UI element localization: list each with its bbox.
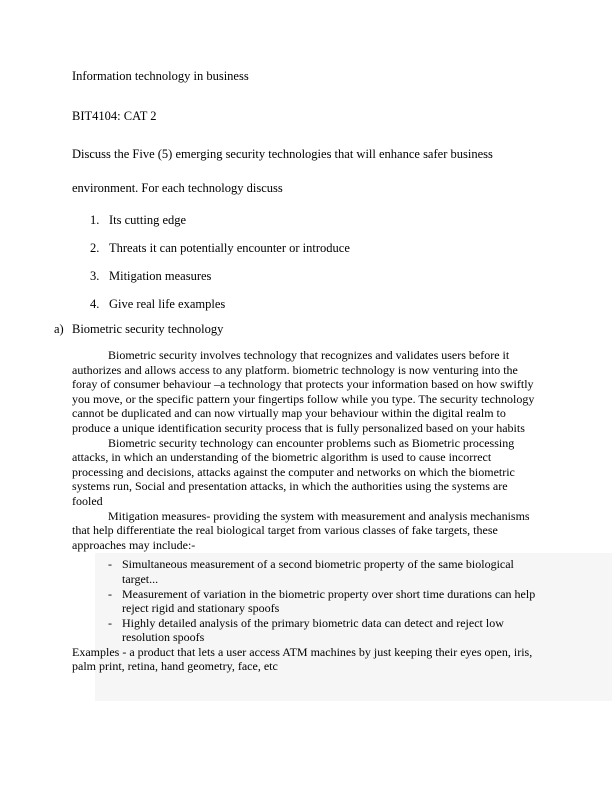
mitigation-text: Measurement of variation in the biometric property over short time durations can help reject rigid and stationary spoofs [122,586,536,616]
paragraph-mitigation: Mitigation measures- providing the system with measurement and analysis mechanisms that help differentiate the real biological target from various classes of fake targets, these approaches may include:- [72,508,530,552]
requirement-item [90,269,540,284]
doc-title: Information technology in business [72,69,249,83]
dash-marker: - [108,615,112,630]
course-code: BIT4104: CAT 2 [72,109,157,123]
item-number: 2. [90,241,100,255]
question-line-1: Discuss the Five (5) emerging security technologies that will enhance safer business [72,147,493,161]
item-number: 3. [90,269,100,283]
mitigation-item [108,587,540,616]
section-a-body [72,348,540,674]
mitigation-item [108,616,540,645]
paragraph-threats: Biometric security technology can encounter problems such as Biometric processing attacks, in which an understanding of the biometric algorithm is used to cause incorrect processing and decisions, attacks against the computer and networks on which the biometric systems run, Social and presentation attacks, in which the authorities using the systems are fooled [72,435,515,508]
mitigation-list [72,557,540,645]
item-number: 1. [90,213,100,227]
question-line-2: environment. For each technology discuss [72,181,283,195]
requirement-item [90,297,540,312]
requirements-list [90,213,540,312]
item-text: Give real life examples [109,297,226,311]
section-a-heading [54,322,540,337]
mitigation-text: Simultaneous measurement of a second biometric property of the same biological target... [122,557,514,586]
dash-marker: - [108,586,112,601]
requirement-item [90,241,540,256]
mitigation-text: Highly detailed analysis of the primary biometric data can detect and reject low resolution spoofs [122,615,504,645]
requirement-item [90,213,540,228]
item-text: Threats it can potentially encounter or introduce [109,241,350,255]
section-title: Biometric security technology [72,322,224,336]
dash-marker: - [108,557,112,572]
item-text: Its cutting edge [109,213,187,227]
paragraph-biometric-intro: Biometric security involves technology that recognizes and validates users before it authorizes and allows access to any platform. biometric technology is now venturing into the foray of consumer behaviour –a technology that protects your information based on how swiftly you move, or the specific pattern your fingertips follow while you type. The security technology cannot be duplicated and can now virtually map your behaviour within the digital realm to produce a unique identification security process that is fully personalized based on your habits [72,348,535,435]
item-number: 4. [90,297,100,311]
document-content [54,69,540,674]
item-text: Mitigation measures [109,269,212,283]
mitigation-item [108,557,540,586]
section-marker: a) [54,322,64,336]
examples-paragraph: Examples - a product that lets a user access ATM machines by just keeping their eyes open, iris, palm print, retina, hand geometry, face, etc [72,644,533,674]
